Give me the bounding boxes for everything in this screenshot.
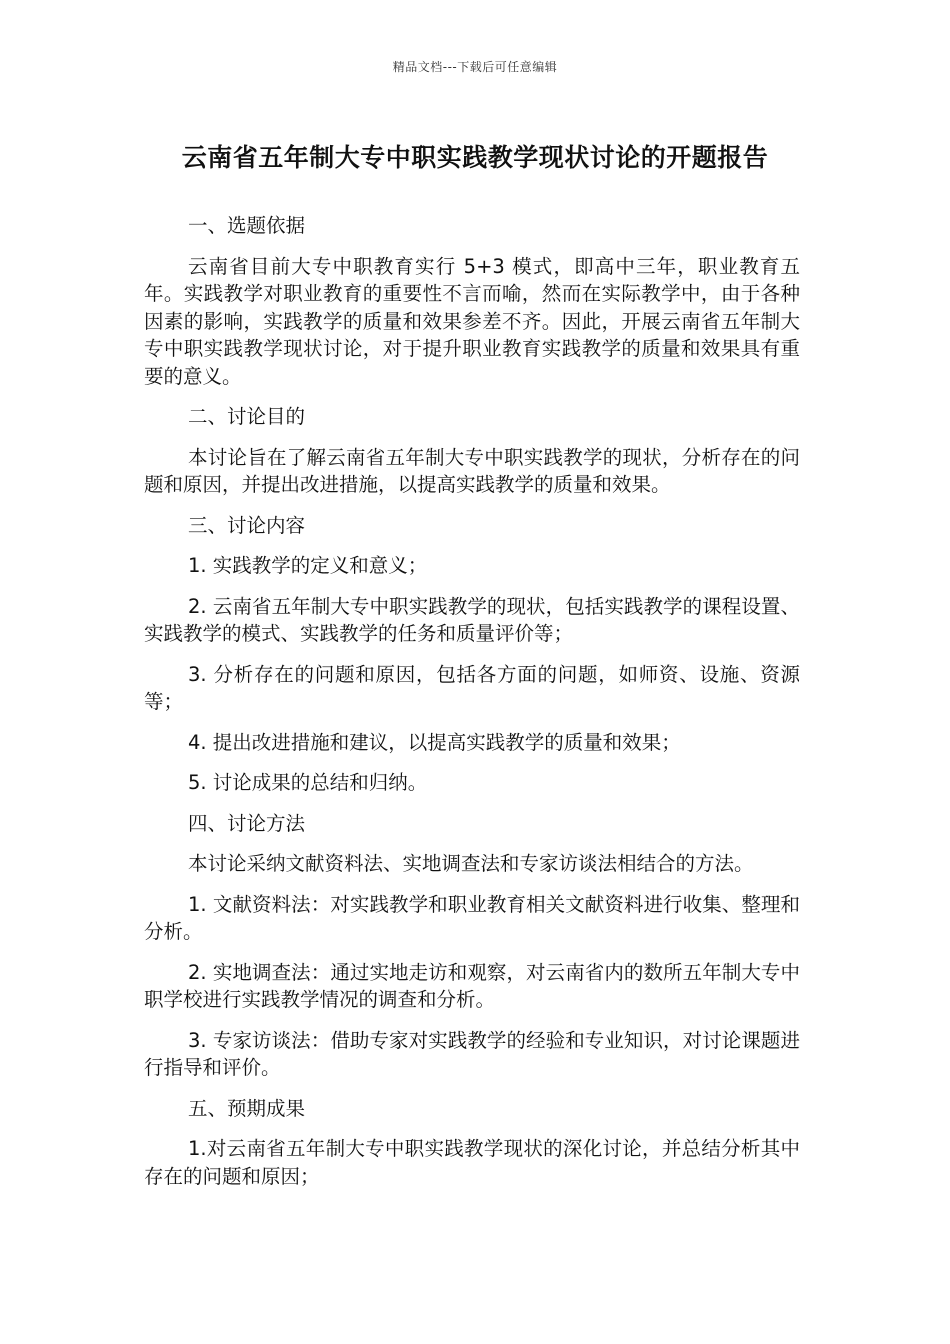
body-paragraph: 云南省目前大专中职教育实行 5+3 模式，即高中三年，职业教育五年。实践教学对职业教育的重要性不言而喻，然而在实际教学中，由于各种因素的影响，实践教学的质量和效果参差不齐。因此，开展云南省五年制大专中职实践教学现状讨论，对于提升职业教育实践教学的质量和效果具有重要的意义。 bbox=[144, 254, 800, 388]
list-item: 5. 讨论成果的总结和归纳。 bbox=[188, 771, 428, 794]
document-body bbox=[144, 212, 800, 1203]
body-paragraph: 本讨论旨在了解云南省五年制大专中职实践教学的现状，分析存在的问题和原因，并提出改进措施，以提高实践教学的质量和效果。 bbox=[144, 445, 800, 496]
section-heading: 三、讨论内容 bbox=[188, 513, 306, 537]
section-heading: 五、预期成果 bbox=[188, 1096, 306, 1120]
section-heading: 二、讨论目的 bbox=[188, 405, 306, 428]
list-item: 1. 实践教学的定义和意义； bbox=[188, 554, 428, 577]
list-item: 1.对云南省五年制大专中职实践教学现状的深化讨论，并总结分析其中存在的问题和原因； bbox=[144, 1137, 800, 1188]
section-heading: 一、选题依据 bbox=[188, 214, 306, 237]
document-title: 云南省五年制大专中职实践教学现状讨论的开题报告 bbox=[181, 143, 769, 172]
header-watermark: 精品文档---下载后可任意编辑 bbox=[392, 60, 558, 74]
list-item: 3. 专家访谈法：借助专家对实践教学的经验和专业知识，对讨论课题进行指导和评价。 bbox=[144, 1028, 800, 1079]
list-item: 3. 分析存在的问题和原因，包括各方面的问题，如师资、设施、资源等； bbox=[144, 662, 800, 713]
section-heading: 四、讨论方法 bbox=[188, 811, 306, 835]
list-item: 1. 文献资料法：对实践教学和职业教育相关文献资料进行收集、整理和分析。 bbox=[144, 892, 800, 943]
list-item: 4. 提出改进措施和建议，以提高实践教学的质量和效果； bbox=[188, 730, 681, 754]
list-item: 2. 实地调查法：通过实地走访和观察，对云南省内的数所五年制大专中职学校进行实践教学情况的调查和分析。 bbox=[144, 960, 800, 1011]
list-item: 2. 云南省五年制大专中职实践教学的现状，包括实践教学的课程设置、实践教学的模式、实践教学的任务和质量评价等； bbox=[144, 594, 800, 645]
body-paragraph: 本讨论采纳文献资料法、实地调查法和专家访谈法相结合的方法。 bbox=[188, 852, 754, 875]
